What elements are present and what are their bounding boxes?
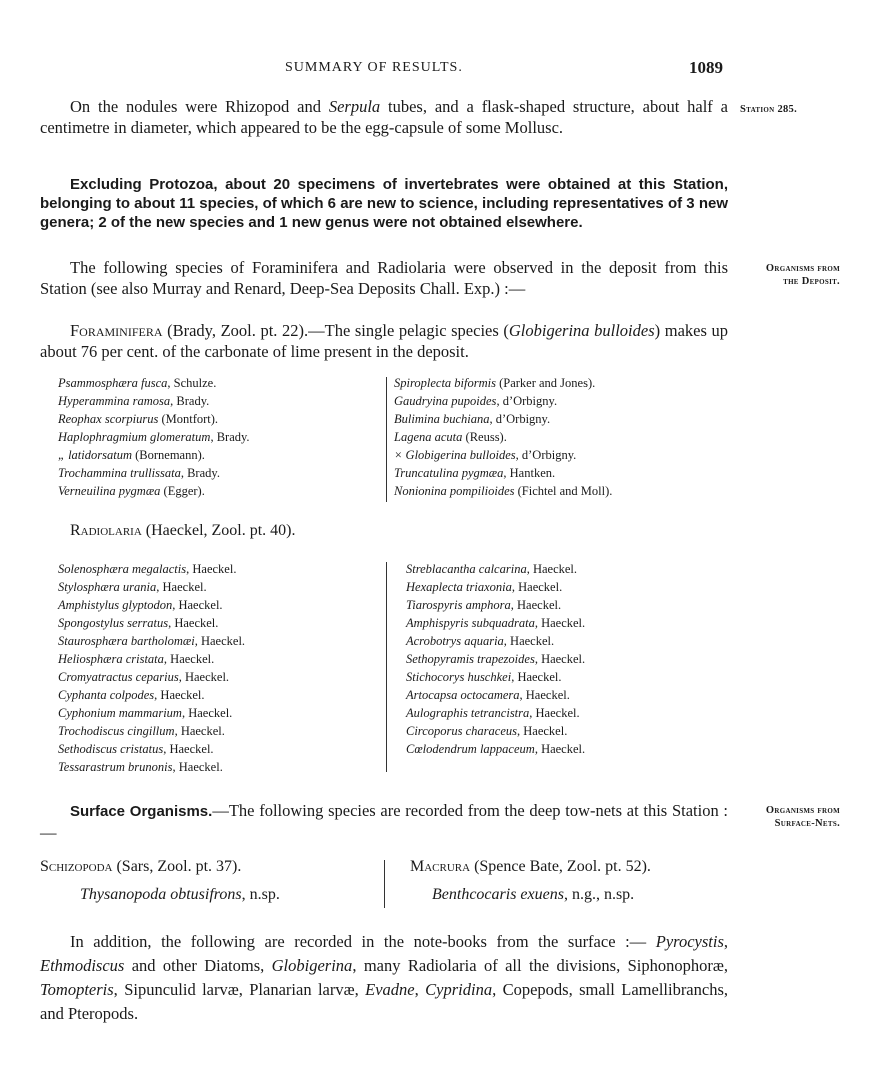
species-name: Cyphonium mammarium xyxy=(58,706,182,720)
species-entry xyxy=(406,650,585,668)
species-entry xyxy=(58,704,245,722)
margin-station: Station 285. xyxy=(740,104,798,115)
margin-surface-line2: Surface-Nets. xyxy=(774,818,840,829)
species-entry xyxy=(58,668,245,686)
species-authority: , Haeckel. xyxy=(163,742,214,756)
species-entry xyxy=(406,722,585,740)
species-authority: (Fichtel and Moll). xyxy=(514,484,613,498)
species-entry xyxy=(58,740,245,758)
foraminifera-paragraph: Foraminifera (Brady, Zool. pt. 22).—The single pelagic species (Globigerina bulloides) makes up about 76 per cent. of the carbonate of lime present in the deposit. xyxy=(40,321,728,361)
species-name: × Globigerina bulloides xyxy=(394,448,516,462)
margin-surface-line1: Organisms from xyxy=(765,805,840,816)
column-divider xyxy=(386,377,387,502)
species-name: Sethopyramis trapezoides xyxy=(406,652,535,666)
species-authority: , Haeckel. xyxy=(174,724,225,738)
species-name: Amphistylus glyptodon xyxy=(58,598,173,612)
page-number: 1089 xyxy=(689,58,723,77)
species-name: Staurosphæra bartholomæi xyxy=(58,634,195,648)
species-entry xyxy=(394,446,612,464)
macrura-heading: Macrura (Spence Bate, Zool. pt. 52). xyxy=(410,858,651,875)
species-authority: , Haeckel. xyxy=(178,670,230,684)
species-name: Hexaplecta triaxonia xyxy=(406,580,512,594)
species-name: Trochodiscus cingillum xyxy=(58,724,175,738)
species-authority: (Montfort). xyxy=(158,412,219,426)
species-authority: , d’Orbigny. xyxy=(496,394,558,408)
species-authority: , Haeckel. xyxy=(517,724,568,738)
species-entry xyxy=(58,560,245,578)
species-name: Streblacantha calcarina xyxy=(406,562,527,576)
species-authority: , Hantken. xyxy=(503,466,556,480)
species-entry xyxy=(406,668,585,686)
species-authority: , d’Orbigny. xyxy=(515,448,577,462)
species-entry xyxy=(406,578,585,596)
foraminifera-list-right xyxy=(394,374,612,500)
summary-paragraph: Excluding Protozoa, about 20 specimens of invertebrates were obtained at this Station, belonging to about 11 species, of which 6 are new to science, including representatives of 3 new genera; 2 of the new species and 1 new genus were not obtained elsewhere. xyxy=(40,176,728,231)
column-divider xyxy=(386,562,387,772)
species-entry xyxy=(406,740,585,758)
species-entry xyxy=(58,410,250,428)
addition-paragraph: In addition, the following are recorded in the note-books from the surface :— Pyrocystis, Ethmodiscus and other Diatoms, Globigerina, many Radiolaria of all the divisions, Siphonophoræ, Tomopteris, Sipunculid larvæ, Planarian larvæ, Evadne, Cypridina, Copepods, small Lamellibranchs, and Pteropods. xyxy=(40,932,729,1023)
species-authority: , Haeckel. xyxy=(511,670,562,684)
species-name: Sethodiscus cristatus xyxy=(58,742,164,756)
macrura-title: Macrura xyxy=(410,858,471,875)
species-authority: , Haeckel. xyxy=(529,706,580,720)
radiolaria-title: Radiolaria xyxy=(70,522,142,539)
species-name: Spiroplecta biformis xyxy=(394,376,496,390)
macrura-species: Benthcocaris exuens, n.g., n.sp. xyxy=(432,886,635,903)
margin-deposit xyxy=(740,262,840,288)
schizopoda-species: Thysanopoda obtusifrons, n.sp. xyxy=(80,886,280,903)
species-entry xyxy=(58,614,245,632)
species-entry xyxy=(58,722,245,740)
foraminifera-list-left xyxy=(58,374,250,500)
species-authority: , Haeckel. xyxy=(503,634,555,648)
species-name: Lagena acuta xyxy=(394,430,463,444)
species-authority: , Haeckel. xyxy=(511,580,563,594)
species-entry xyxy=(58,446,250,464)
species-name: Tessarastrum brunonis xyxy=(58,760,173,774)
species-authority: , Haeckel. xyxy=(163,652,215,666)
species-entry xyxy=(58,632,245,650)
species-authority: , Brady. xyxy=(210,430,250,444)
radiolaria-list-left xyxy=(58,560,245,776)
species-name: Psammosphæra fusca xyxy=(58,376,168,390)
nodules-paragraph: On the nodules were Rhizopod and Serpula tubes, and a flask-shaped structure, about half a centimetre in diameter, which appeared to be the egg-capsule of some Mollusc. xyxy=(40,97,728,137)
species-entry xyxy=(58,482,250,500)
species-authority: , Haeckel. xyxy=(534,652,586,666)
species-name: Acrobotrys aquaria xyxy=(406,634,504,648)
species-name: Artocapsa octocamera xyxy=(406,688,520,702)
species-entry xyxy=(406,704,585,722)
species-name: Tiarospyris amphora xyxy=(406,598,511,612)
species-authority: , Haeckel. xyxy=(156,580,207,594)
species-authority: , Haeckel. xyxy=(519,688,570,702)
column-divider xyxy=(384,860,385,908)
species-name: Stichocorys huschkei xyxy=(406,670,512,684)
species-name: Amphispyris subquadrata xyxy=(406,616,535,630)
species-name: Stylosphæra urania xyxy=(58,580,157,594)
species-entry xyxy=(394,374,612,392)
species-name: Truncatulina pygmæa xyxy=(394,466,504,480)
margin-deposit-line1: Organisms from xyxy=(765,263,840,274)
species-name: Nonionina pompilioides xyxy=(394,484,515,498)
radiolaria-heading: Radiolaria (Haeckel, Zool. pt. 40). xyxy=(70,522,296,539)
page-header xyxy=(0,58,880,82)
species-authority: , Haeckel. xyxy=(186,562,237,576)
species-authority: (Egger). xyxy=(160,484,205,498)
species-name: Heliosphæra cristata xyxy=(58,652,164,666)
species-name: Bulimina buchiana xyxy=(394,412,490,426)
radiolaria-list-right xyxy=(406,560,585,758)
species-authority: (Parker and Jones). xyxy=(495,376,596,390)
foraminifera-title: Foraminifera xyxy=(70,321,163,340)
species-authority: , Haeckel. xyxy=(526,562,578,576)
species-authority: (Bornemann). xyxy=(131,448,205,462)
species-authority: , Haeckel. xyxy=(194,634,246,648)
species-entry xyxy=(58,464,250,482)
species-name: Circoporus characeus xyxy=(406,724,517,738)
species-entry xyxy=(58,650,245,668)
species-authority: , Schulze. xyxy=(167,376,217,390)
species-authority: , d’Orbigny. xyxy=(489,412,551,426)
species-entry xyxy=(394,464,612,482)
species-name: Reophax scorpiurus xyxy=(58,412,159,426)
species-authority: , Brady. xyxy=(180,466,220,480)
species-entry xyxy=(58,392,250,410)
species-entry xyxy=(406,596,585,614)
species-name: Gaudryina pupoides xyxy=(394,394,497,408)
species-entry xyxy=(58,374,250,392)
species-name: Trochammina trullissata xyxy=(58,466,181,480)
species-entry xyxy=(58,578,245,596)
species-entry xyxy=(58,686,245,704)
surface-title: Surface Organisms. xyxy=(70,803,213,820)
species-name: Solenosphæra megalactis xyxy=(58,562,187,576)
species-entry xyxy=(406,632,585,650)
species-authority: (Reuss). xyxy=(462,430,507,444)
species-authority: , Haeckel. xyxy=(154,688,205,702)
species-entry xyxy=(394,410,612,428)
deposit-intro: The following species of Foraminifera and Radiolaria were observed in the deposit from this Station (see also Murray and Renard, Deep-Sea Deposits Chall. Exp.) :— xyxy=(40,258,728,298)
species-name: Cyphanta colpodes xyxy=(58,688,155,702)
species-authority: , Haeckel. xyxy=(510,598,562,612)
species-authority: , Haeckel. xyxy=(168,616,219,630)
species-entry xyxy=(394,392,612,410)
margin-surface xyxy=(740,804,840,830)
species-entry xyxy=(406,560,585,578)
species-entry xyxy=(58,428,250,446)
species-name: Haplophragmium glomeratum xyxy=(58,430,211,444)
running-title: SUMMARY OF RESULTS. xyxy=(285,60,463,75)
margin-deposit-line2: the Deposit. xyxy=(783,276,840,287)
species-name: Cœlodendrum lappaceum xyxy=(406,742,535,756)
species-name: Verneuilina pygmæa xyxy=(58,484,161,498)
species-entry xyxy=(58,758,245,776)
species-name: Aulographis tetrancistra xyxy=(406,706,530,720)
species-authority: , Haeckel. xyxy=(534,742,586,756)
species-authority: , Haeckel. xyxy=(172,760,223,774)
species-entry xyxy=(394,428,612,446)
schizopoda-title: Schizopoda xyxy=(40,858,113,875)
species-authority: , Haeckel. xyxy=(534,616,586,630)
species-name: Hyperammina ramosa xyxy=(58,394,171,408)
species-authority: , Brady. xyxy=(170,394,210,408)
species-entry xyxy=(58,596,245,614)
species-entry xyxy=(394,482,612,500)
schizopoda-heading: Schizopoda (Sars, Zool. pt. 37). xyxy=(40,858,242,875)
species-entry xyxy=(406,686,585,704)
species-name: Spongostylus serratus xyxy=(58,616,169,630)
species-authority: , Haeckel. xyxy=(181,706,233,720)
species-name: „ latidorsatum xyxy=(58,448,132,462)
surface-paragraph: Surface Organisms.—The following species are recorded from the deep tow-nets at this Station :— xyxy=(40,801,728,842)
species-entry xyxy=(406,614,585,632)
species-name: Cromyatractus ceparius xyxy=(58,670,179,684)
species-authority: , Haeckel. xyxy=(172,598,223,612)
